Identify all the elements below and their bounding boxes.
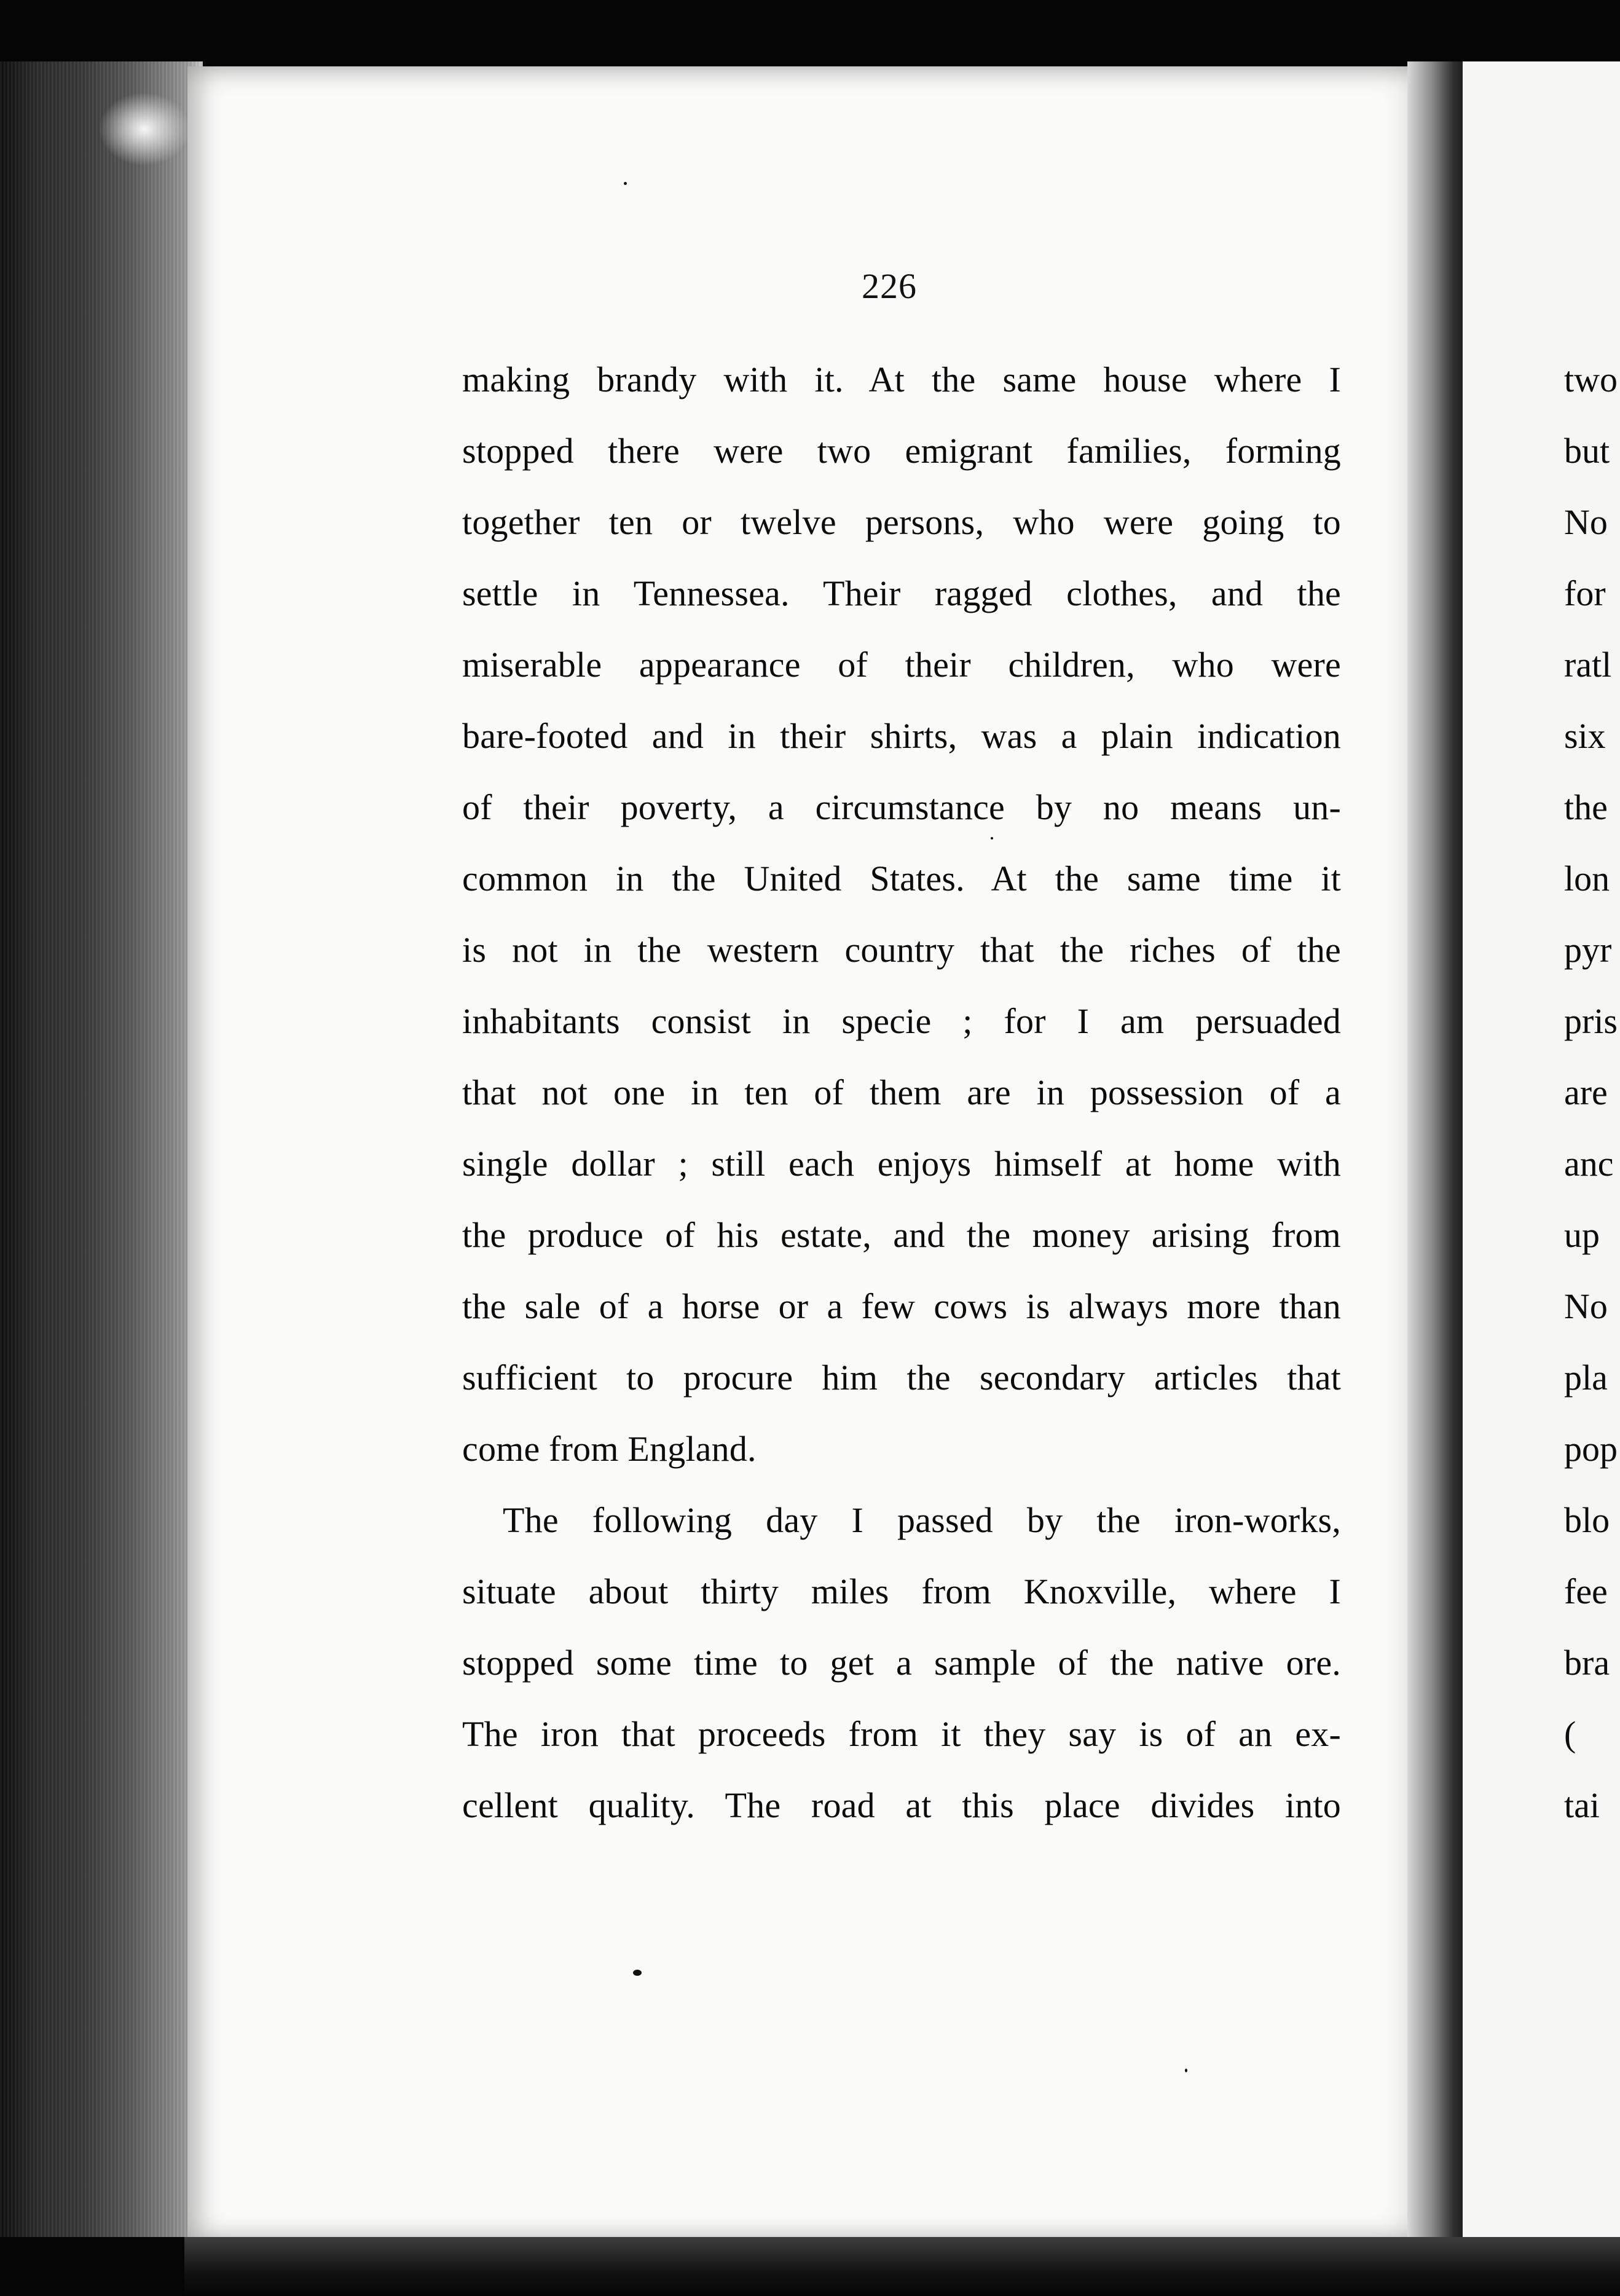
ink-speck bbox=[1185, 2069, 1187, 2072]
text-line: the sale of a horse or a few cows is always more than bbox=[462, 1286, 1341, 1326]
text-line: that not one in ten of them are in possession of a bbox=[462, 1072, 1341, 1112]
page-number: 226 bbox=[862, 266, 917, 306]
text-line: miserable appearance of their children, who were bbox=[462, 645, 1341, 685]
text-line: The iron that proceeds from it they say is of an ex- bbox=[462, 1714, 1341, 1754]
text-line: settle in Tennessea. Their ragged clothes, and the bbox=[462, 573, 1341, 613]
facing-page-fragment: pop bbox=[1564, 1429, 1618, 1469]
page-body-text bbox=[462, 344, 1341, 1841]
facing-page-fragment: tai bbox=[1564, 1785, 1600, 1825]
ink-speck bbox=[624, 182, 627, 185]
text-line: of their poverty, a circumstance by no means un- bbox=[462, 787, 1341, 827]
facing-page-fragment: pyr bbox=[1564, 930, 1612, 970]
facing-page-fragment: up bbox=[1564, 1215, 1600, 1255]
facing-page-fragment: six bbox=[1564, 716, 1606, 756]
text-line: inhabitants consist in specie ; for I am persuaded bbox=[462, 1001, 1341, 1041]
text-line: situate about thirty miles from Knoxville, where I bbox=[462, 1571, 1341, 1611]
text-line: stopped some time to get a sample of the native ore. bbox=[462, 1643, 1341, 1683]
text-line: the produce of his estate, and the money arising from bbox=[462, 1215, 1341, 1255]
facing-page-fragment: the bbox=[1564, 787, 1608, 827]
facing-page-fragment: fee bbox=[1564, 1571, 1608, 1611]
text-line: bare-footed and in their shirts, was a plain indication bbox=[462, 716, 1341, 756]
text-line: sufficient to procure him the secondary articles that bbox=[462, 1358, 1341, 1398]
facing-page-fragment: are bbox=[1564, 1072, 1608, 1112]
book-gutter bbox=[1407, 61, 1469, 2243]
facing-page-fragment: anc bbox=[1564, 1144, 1614, 1184]
text-line: cellent quality. The road at this place divides into bbox=[462, 1785, 1341, 1825]
ink-speck bbox=[633, 1970, 642, 1976]
text-line-paragraph-end: come from England. bbox=[462, 1429, 757, 1469]
text-line: together ten or twelve persons, who were going to bbox=[462, 502, 1341, 542]
ink-speck bbox=[991, 837, 993, 839]
facing-page-fragment: blo bbox=[1564, 1500, 1610, 1540]
text-line: common in the United States. At the same time it bbox=[462, 859, 1341, 898]
facing-page-text bbox=[1564, 344, 1620, 1841]
facing-page-fragment: for bbox=[1564, 573, 1606, 613]
facing-page-fragment: lon bbox=[1564, 859, 1610, 898]
facing-page-fragment: ( bbox=[1564, 1714, 1576, 1754]
facing-page-fragment: ratl bbox=[1564, 645, 1612, 685]
book-bottom-edge bbox=[184, 2237, 1620, 2296]
text-line: is not in the western country that the riches of the bbox=[462, 930, 1341, 970]
text-line-paragraph-start: The following day I passed by the iron-works, bbox=[503, 1500, 1341, 1540]
facing-page-fragment: bra bbox=[1564, 1643, 1610, 1683]
text-line: stopped there were two emigrant families, forming bbox=[462, 431, 1341, 471]
facing-page-fragment: No bbox=[1564, 502, 1608, 542]
text-line: making brandy with it. At the same house where I bbox=[462, 360, 1341, 399]
facing-page-fragment: pris bbox=[1564, 1001, 1618, 1041]
facing-page-fragment: but bbox=[1564, 431, 1610, 471]
facing-page-fragment: pla bbox=[1564, 1358, 1608, 1398]
text-line: single dollar ; still each enjoys himself at home with bbox=[462, 1144, 1341, 1184]
light-glare bbox=[98, 92, 191, 166]
book-edge-left bbox=[0, 61, 203, 2237]
facing-page-fragment: two bbox=[1564, 360, 1618, 399]
facing-page-fragment: No bbox=[1564, 1286, 1608, 1326]
